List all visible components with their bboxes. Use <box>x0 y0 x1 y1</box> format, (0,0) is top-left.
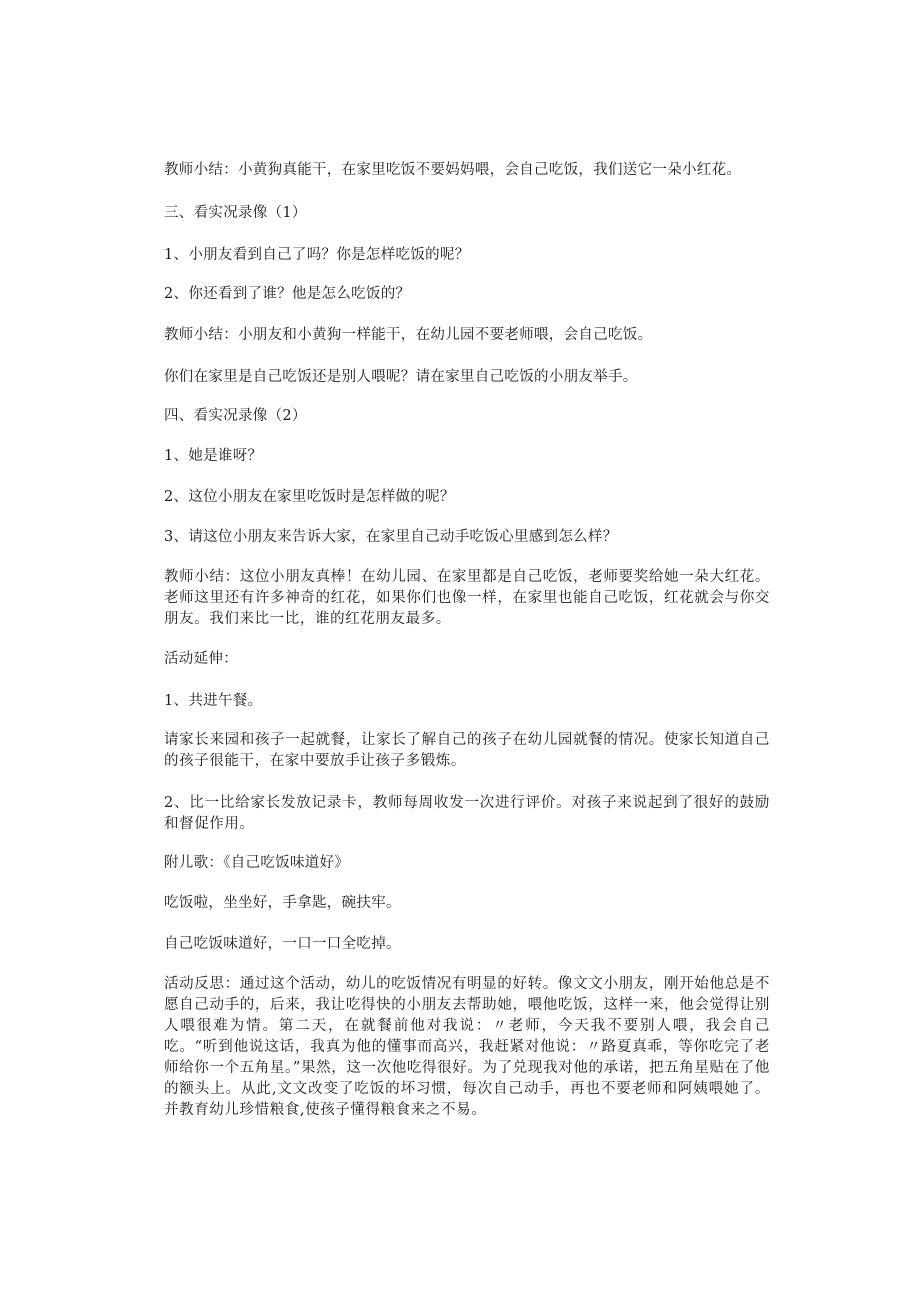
question-2: 2、你还看到了谁？他是怎么吃饭的？ <box>164 286 411 302</box>
paragraph-reflection: 活动反思：通过这个活动，幼儿的吃饭情况有明显的好转。像文文小朋友，刚开始他总是不愿自己动手的，后来，我让吃得快的小朋友去帮助她，喂他吃饭，这样一来，他会觉得让别人喂很难为情。第二天，在就餐前他对我说：〃老师，今天我不要别人喂，我会自己吃。“听到他说这话，我真为他的懂事而高兴，我赶紧对他说：〃路夏真乖，等你吃完了老师给你一个五角星。”果然，这一次他吃得很好。为了兑现我对他的承诺，把五角星贴在了他的额头上。从此,文文改变了吃饭的坏习惯，每次自己动手，再也不要老师和阿姨喂她了。并教育幼儿珍惜粮食,使孩子懂得粮食来之不易。 <box>164 976 770 1118</box>
item-lunch: 1、共进午餐。 <box>164 693 263 709</box>
question-how: 2、这位小朋友在家里吃饭时是怎样做的呢？ <box>164 489 455 505</box>
paragraph-summary-3: 教师小结：这位小朋友真棒！在幼儿园、在家里都是自己吃饭，老师要奖给她一朵大红花。老师这里还有许多神奇的红花，如果你们也像一样，在家里也能自己吃饭，红花就会与你交朋友。我们来比一比，谁的红花朋友最多。 <box>164 569 770 627</box>
song-line-1: 吃饭啦，坐坐好，手拿匙，碗扶牢。 <box>164 895 401 911</box>
heading-section-3: 三、看实况录像（1） <box>164 205 307 221</box>
paragraph-record-card: 2、比一比给家长发放记录卡，教师每周收发一次进行评价。对孩子来说起到了很好的鼓励和督促作用。 <box>164 795 770 832</box>
question-feel: 3、请这位小朋友来告诉大家，在家里自己动手吃饭心里感到怎么样？ <box>164 529 618 545</box>
paragraph-summary-1: 教师小结：小黄狗真能干，在家里吃饭不要妈妈喂，会自己吃饭，我们送它一朵小红花。 <box>164 162 742 178</box>
paragraph-question-home: 你们在家里是自己吃饭还是别人喂呢？请在家里自己吃饭的小朋友举手。 <box>164 369 638 385</box>
heading-section-4: 四、看实况录像（2） <box>164 408 307 424</box>
song-line-2: 自己吃饭味道好，一口一口全吃掉。 <box>164 936 401 952</box>
paragraph-parents: 请家长来园和孩子一起就餐，让家长了解自己的孩子在幼儿园就餐的情况。使家长知道自己的孩子很能干，在家中要放手让孩子多锻炼。 <box>164 732 770 769</box>
question-who: 1、她是谁呀？ <box>164 448 263 464</box>
question-1: 1、小朋友看到自己了吗？你是怎样吃饭的呢？ <box>164 247 470 263</box>
paragraph-summary-2: 教师小结：小朋友和小黄狗一样能干，在幼儿园不要老师喂，会自己吃饭。 <box>164 327 653 343</box>
heading-extension: 活动延伸： <box>164 651 238 667</box>
heading-song: 附儿歌：《自己吃饭味道好》 <box>164 855 350 871</box>
